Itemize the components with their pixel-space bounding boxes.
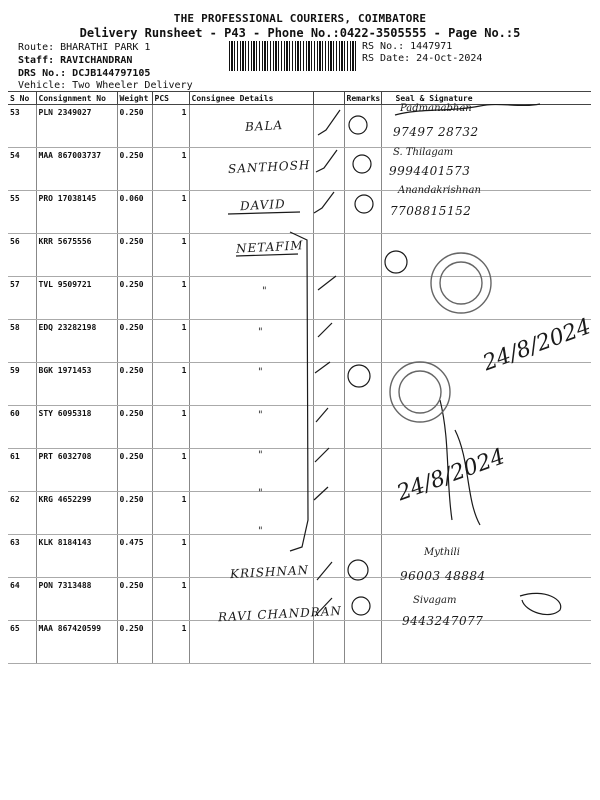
- blank-cell: [313, 105, 344, 148]
- weight-cell: 0.250: [117, 105, 152, 148]
- consignment-cell: MAA 867420599: [36, 621, 117, 664]
- consignment-cell: PLN 2349027: [36, 105, 117, 148]
- remarks-cell: [344, 363, 381, 406]
- weight-cell: 0.250: [117, 406, 152, 449]
- handwritten-date: 24/8/2024: [479, 314, 595, 377]
- consignee-cell: [189, 621, 313, 664]
- weight-cell: 0.250: [117, 234, 152, 277]
- pcs-cell: 1: [152, 406, 189, 449]
- sno-cell: 60: [8, 406, 36, 449]
- weight-cell: 0.475: [117, 535, 152, 578]
- blank-cell: [313, 535, 344, 578]
- ditto-mark: ": [258, 526, 263, 537]
- seal-cell: [381, 277, 591, 320]
- remarks-cell: [344, 234, 381, 277]
- sno-cell: 55: [8, 191, 36, 234]
- table-row: [8, 277, 591, 320]
- signature: Sivagam: [413, 595, 457, 606]
- consignee-cell: [189, 449, 313, 492]
- drs-number: DRS No.: DCJB144797105: [18, 68, 151, 79]
- signature: Mythili: [424, 547, 460, 558]
- ditto-mark: ": [262, 286, 267, 297]
- consignee-handwritten: RAVI CHANDRAN: [217, 603, 343, 625]
- pcs-cell: 1: [152, 578, 189, 621]
- col-weight: Weight: [117, 92, 152, 105]
- sno-cell: 59: [8, 363, 36, 406]
- runsheet-table: [8, 91, 591, 664]
- table-row: [8, 621, 591, 664]
- blank-cell: [313, 621, 344, 664]
- weight-cell: 0.250: [117, 449, 152, 492]
- remarks-cell: [344, 105, 381, 148]
- weight-cell: 0.250: [117, 148, 152, 191]
- sno-cell: 65: [8, 621, 36, 664]
- pcs-cell: 1: [152, 449, 189, 492]
- weight-cell: 0.250: [117, 363, 152, 406]
- weight-cell: 0.250: [117, 578, 152, 621]
- handwritten-date: 24/8/2024: [393, 444, 509, 507]
- blank-cell: [313, 492, 344, 535]
- consignment-cell: TVL 9509721: [36, 277, 117, 320]
- pcs-cell: 1: [152, 277, 189, 320]
- weight-cell: 0.250: [117, 621, 152, 664]
- pcs-cell: 1: [152, 621, 189, 664]
- table-row: [8, 492, 591, 535]
- rs-number: RS No.: 1447971: [362, 41, 453, 52]
- consignment-cell: PRO 17038145: [36, 191, 117, 234]
- consignee-cell: [189, 492, 313, 535]
- table-header: [8, 92, 591, 105]
- receiver-phone: 97497 28732: [393, 125, 479, 139]
- pcs-cell: 1: [152, 191, 189, 234]
- consignment-cell: PON 7313488: [36, 578, 117, 621]
- consignment-cell: KRR 5675556: [36, 234, 117, 277]
- vehicle-label: Vehicle: Two Wheeler Delivery: [18, 80, 193, 91]
- remarks-cell: [344, 320, 381, 363]
- pcs-cell: 1: [152, 535, 189, 578]
- ditto-mark: ": [258, 410, 263, 421]
- remarks-cell: [344, 191, 381, 234]
- staff-label: Staff: RAVICHANDRAN: [18, 55, 133, 66]
- blank-cell: [313, 363, 344, 406]
- sno-cell: 54: [8, 148, 36, 191]
- consignment-cell: STY 6095318: [36, 406, 117, 449]
- ditto-mark: ": [258, 367, 263, 378]
- consignment-cell: EDQ 23282198: [36, 320, 117, 363]
- sno-cell: 62: [8, 492, 36, 535]
- sno-cell: 58: [8, 320, 36, 363]
- table-row: [8, 105, 591, 148]
- weight-cell: 0.250: [117, 277, 152, 320]
- route-label: Route: BHARATHI PARK 1: [18, 42, 151, 53]
- sno-cell: 56: [8, 234, 36, 277]
- remarks-cell: [344, 492, 381, 535]
- consignment-cell: KLK 8184143: [36, 535, 117, 578]
- sno-cell: 53: [8, 105, 36, 148]
- blank-cell: [313, 277, 344, 320]
- table-row: [8, 191, 591, 234]
- blank-cell: [313, 148, 344, 191]
- barcode: [229, 41, 356, 71]
- consignment-cell: MAA 867003737: [36, 148, 117, 191]
- signature: S. Thilagam: [393, 147, 454, 158]
- blank-cell: [313, 320, 344, 363]
- pcs-cell: 1: [152, 363, 189, 406]
- receiver-phone: 9994401573: [389, 164, 471, 178]
- remarks-cell: [344, 621, 381, 664]
- weight-cell: 0.250: [117, 492, 152, 535]
- remarks-cell: [344, 578, 381, 621]
- pcs-cell: 1: [152, 492, 189, 535]
- consignee-cell: [189, 406, 313, 449]
- pcs-cell: 1: [152, 320, 189, 363]
- blank-cell: [313, 191, 344, 234]
- col-seal: Seal & Signature: [381, 92, 591, 105]
- consignment-cell: BGK 1971453: [36, 363, 117, 406]
- remarks-cell: [344, 148, 381, 191]
- remarks-cell: [344, 406, 381, 449]
- receiver-phone: 9443247077: [402, 614, 484, 628]
- weight-cell: 0.060: [117, 191, 152, 234]
- sno-cell: 61: [8, 449, 36, 492]
- pcs-cell: 1: [152, 148, 189, 191]
- ditto-mark: ": [258, 327, 263, 338]
- signature: Anandakrishnan: [398, 185, 481, 196]
- weight-cell: 0.250: [117, 320, 152, 363]
- consignment-cell: KRG 4652299: [36, 492, 117, 535]
- consignee-handwritten: KRISHNAN: [229, 562, 310, 582]
- col-blank: [313, 92, 344, 105]
- signature: Padmanabhan: [400, 103, 472, 114]
- consignee-handwritten: DAVID: [239, 196, 287, 214]
- col-consignee: Consignee Details: [189, 92, 313, 105]
- runsheet-title: Delivery Runsheet - P43 - Phone No.:0422-3505555 - Page No.:5: [79, 26, 521, 40]
- remarks-cell: [344, 449, 381, 492]
- col-remarks: Remarks: [344, 92, 381, 105]
- pcs-cell: 1: [152, 234, 189, 277]
- consignee-cell: [189, 363, 313, 406]
- table-row: [8, 406, 591, 449]
- sno-cell: 64: [8, 578, 36, 621]
- consignee-handwritten: BALA: [244, 118, 284, 134]
- sno-cell: 57: [8, 277, 36, 320]
- ditto-mark: ": [258, 488, 263, 499]
- consignee-handwritten: NETAFIM: [235, 238, 304, 256]
- ditto-mark: ": [258, 450, 263, 461]
- blank-cell: [313, 449, 344, 492]
- col-consignment: Consignment No: [36, 92, 117, 105]
- consignee-handwritten: SANTHOSH: [227, 157, 311, 177]
- seal-cell: [381, 234, 591, 277]
- receiver-phone: 96003 48884: [400, 569, 486, 583]
- consignee-cell: [189, 277, 313, 320]
- col-pcs: PCS: [152, 92, 189, 105]
- remarks-cell: [344, 535, 381, 578]
- consignee-cell: [189, 320, 313, 363]
- consignment-cell: PRT 6032708: [36, 449, 117, 492]
- rs-date: RS Date: 24-Oct-2024: [362, 53, 483, 64]
- remarks-cell: [344, 277, 381, 320]
- receiver-phone: 7708815152: [390, 204, 472, 218]
- col-sno: S No: [8, 92, 36, 105]
- blank-cell: [313, 234, 344, 277]
- seal-cell: [381, 406, 591, 449]
- blank-cell: [313, 406, 344, 449]
- sno-cell: 63: [8, 535, 36, 578]
- company-name: THE PROFESSIONAL COURIERS, COIMBATORE: [173, 12, 427, 25]
- pcs-cell: 1: [152, 105, 189, 148]
